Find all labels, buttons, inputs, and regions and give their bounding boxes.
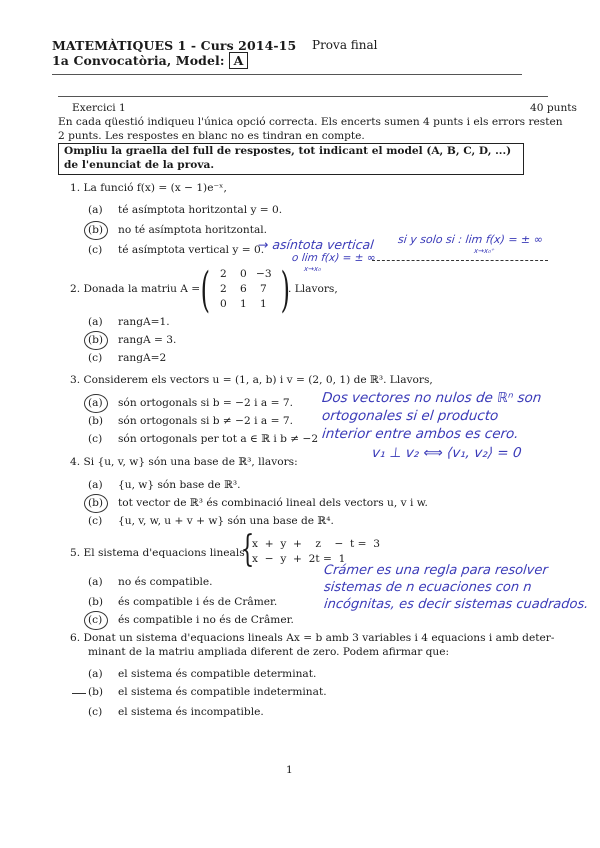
q5-brace: {	[240, 529, 255, 570]
q1-note-right-sub: x→x₀⁺	[473, 247, 496, 255]
q1-note-arrow: → asíntota vertical	[257, 237, 375, 252]
q1-stem: 1. La funció f(x) = (x − 1)e⁻ˣ,	[70, 182, 227, 194]
q3-option-a-text: són ortogonals si b = −2 i a = 7.	[118, 397, 293, 409]
q3-option-c-letter: (c)	[88, 433, 103, 445]
q2-matrix-right-paren: )	[280, 262, 291, 318]
q4-option-a-text: {u, w} són base de ℝ³.	[118, 479, 241, 491]
q5-equation-1: x + y + z − t = 3	[252, 538, 381, 550]
q3-option-b-text: són ortogonals si b ≠ −2 i a = 7.	[118, 415, 293, 427]
q3-stem: 3. Considerem els vectors u = (1, a, b) i v = (2, 0, 1) de ℝ³. Llavors,	[70, 374, 433, 386]
page-number: 1	[286, 764, 293, 776]
q4-option-c-text: {u, v, w, u + v + w} són una base de ℝ⁴.	[118, 515, 334, 527]
q5-note-line-2: sistemas de n ecuaciones con n	[323, 580, 533, 595]
q5-stem: 5. El sistema d'equacions lineals	[70, 547, 245, 559]
q4-option-b-letter: (b)	[88, 497, 104, 509]
q2-stem-prefix: 2. Donada la matriu A =	[70, 283, 201, 295]
instructions-line-1: En cada qüestió indiqueu l'única opció correcta. Els encerts sumen 4 punts i els errors resten	[58, 116, 563, 128]
q3-option-c-text: són ortogonals per tot a ∈ ℝ i b ≠ −2	[118, 433, 319, 445]
q2-matrix-r1c1: 2	[220, 268, 227, 280]
q2-matrix-r1c3: −3	[256, 268, 272, 280]
call-and-model	[52, 53, 248, 68]
q1-option-b-letter: (b)	[88, 224, 104, 236]
q6-option-a-text: el sistema és compatible determinat.	[118, 668, 317, 680]
q2-option-c-text: rangA=2	[118, 352, 167, 364]
q5-note-line-3: incógnitas, es decir sistemas cuadrados.	[323, 597, 590, 612]
q6-option-c-text: el sistema és incompatible.	[118, 706, 264, 718]
q2-option-c-letter: (c)	[88, 352, 103, 364]
q1-option-c-text: té asímptota vertical y = 0.	[118, 244, 265, 256]
q6-stem-line-2: minant de la matriu ampliada diferent de zero. Podem afirmar que:	[88, 646, 450, 658]
q1-note-limit: o lim f(x) = ± ∞	[291, 252, 377, 264]
q2-option-a-text: rangA=1.	[118, 316, 170, 328]
q2-option-b-text: rangA = 3.	[118, 334, 177, 346]
q2-matrix-r3c1: 0	[220, 298, 227, 310]
q6-option-b-text: el sistema és compatible indeterminat.	[118, 686, 327, 698]
instructions-line-2: 2 punts. Les respostes en blanc no es tindran en compte.	[58, 130, 365, 142]
q5-option-a-text: no és compatible.	[118, 576, 213, 588]
q1-option-a-letter: (a)	[88, 204, 103, 216]
q5-note-line-1: Crámer es una regla para resolver	[323, 563, 549, 578]
q3-note-line-1: Dos vectores no nulos de ℝⁿ son	[321, 390, 543, 406]
q5-option-b-text: és compatible i és de Crâmer.	[118, 596, 278, 608]
q2-matrix-left-paren: (	[200, 262, 211, 318]
q2-matrix-r3c2: 1	[240, 298, 247, 310]
q4-option-a-letter: (a)	[88, 479, 103, 491]
exam-type: Prova final	[312, 38, 378, 52]
q6-option-c-letter: (c)	[88, 706, 103, 718]
q3-note-line-3: interior entre ambos es cero.	[321, 426, 520, 442]
exercise-points: 40 punts	[530, 102, 577, 114]
q5-option-a-letter: (a)	[88, 576, 103, 588]
q6-stem-line-1: 6. Donat un sistema d'equacions lineals Ax = b amb 3 variables i 4 equacions i amb deter-	[70, 632, 555, 644]
model-letter: A	[229, 52, 249, 69]
boxed-instruction-1: Ompliu la graella del full de respostes, tot indicant el model (A, B, C, D, ...)	[64, 145, 512, 157]
q4-option-b-text: tot vector de ℝ³ és combinació lineal dels vectors u, v i w.	[118, 497, 428, 509]
q1-option-a-text: té asímptota horitzontal y = 0.	[118, 204, 283, 216]
q6-answer-dash	[72, 693, 86, 694]
header-rule	[52, 74, 522, 75]
q2-option-a-letter: (a)	[88, 316, 103, 328]
q5-option-b-letter: (b)	[88, 596, 104, 608]
q5-equation-2: x − y + 2t = 1	[252, 553, 346, 565]
q6-option-b-letter: (b)	[88, 686, 104, 698]
q1-note-dashes	[372, 260, 548, 261]
q2-matrix-r1c2: 0	[240, 268, 247, 280]
q3-option-b-letter: (b)	[88, 415, 104, 427]
q3-note-line-2: ortogonales si el producto	[321, 408, 500, 424]
boxed-instruction-2: de l'enunciat de la prova.	[64, 159, 215, 171]
q4-option-c-letter: (c)	[88, 515, 103, 527]
q2-matrix-r3c3: 1	[260, 298, 267, 310]
q3-option-a-letter: (a)	[88, 397, 103, 409]
course-title: MATEMÀTIQUES 1 - Curs 2014-15	[52, 38, 297, 53]
q5-option-c-letter: (c)	[88, 614, 103, 626]
q1-option-b-text: no té asímptota horitzontal.	[118, 224, 268, 236]
q4-stem: 4. Si {u, v, w} són una base de ℝ³, llavors:	[70, 456, 298, 468]
q2-option-b-letter: (b)	[88, 334, 104, 346]
q2-stem-suffix: . Llavors,	[288, 283, 338, 295]
q5-option-c-text: és compatible i no és de Crâmer.	[118, 614, 294, 626]
q2-matrix-r2c3: 7	[260, 283, 267, 295]
exercise-rule	[58, 96, 548, 97]
q2-matrix-r2c2: 6	[240, 283, 247, 295]
q2-matrix-r2c1: 2	[220, 283, 227, 295]
call-label: 1a Convocatòria, Model:	[52, 53, 225, 68]
q1-option-c-letter: (c)	[88, 244, 103, 256]
q3-note-line-4: v₁ ⊥ v₂ ⟺ ⟨v₁, v₂⟩ = 0	[371, 445, 523, 461]
exercise-title: Exercici 1	[72, 102, 126, 114]
q1-note-limit-sub: x→x₀	[303, 265, 322, 273]
q1-note-right: si y solo si : lim f(x) = ± ∞	[397, 233, 544, 246]
q6-option-a-letter: (a)	[88, 668, 103, 680]
